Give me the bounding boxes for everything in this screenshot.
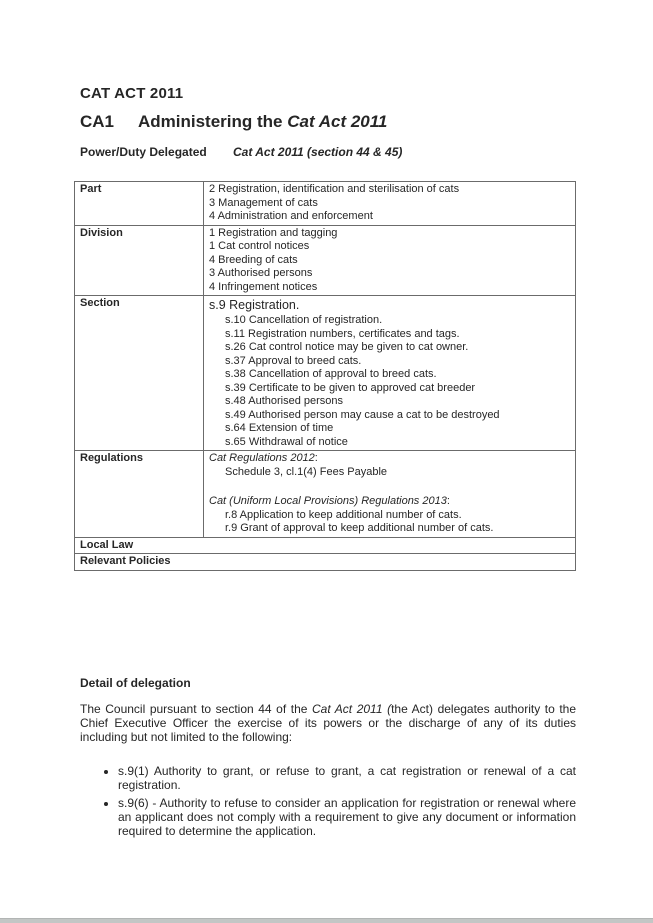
table-row-relevant-policies [75,554,576,571]
delegation-code: CA1 [80,112,115,131]
paragraph-lead: The Council pursuant to section 44 of the [80,702,312,716]
regulation-item: Schedule 3, cl.1(4) Fees Payable [225,465,388,478]
paragraph-act-name: Cat Act 2011 ( [312,702,392,716]
paragraph-rest: the Act) delegates authority to the Chief Executive Officer the exercise of its powers or the discharge of any of its duties including but not limited to the following: [80,702,577,744]
power-duty-line [80,145,402,159]
section-line: s.10 Cancellation of registration. [225,314,383,326]
section-line: s.9 Registration. [209,298,300,312]
row-label-relevant-policies: Relevant Policies [75,554,576,571]
part-line: 4 Administration and enforcement [209,210,373,222]
regulation-item: r.8 Application to keep additional number of cats. [225,508,462,521]
row-label-part: Part [75,182,204,226]
section-line: s.65 Withdrawal of notice [225,435,348,448]
table-row-division [75,225,576,296]
section-line: s.39 Certificate to be given to approved cat breeder [225,381,476,394]
delegation-paragraph [80,702,576,744]
act-title: CAT ACT 2011 [80,85,184,102]
delegation-bullet: • s.9(1) Authority to grant, or refuse to grant, a cat registration or renewal of a cat registration. [118,764,576,792]
table-row-section [75,296,576,451]
row-value-section [204,296,576,451]
delegation-bullet-list [80,764,576,842]
delegation-table [74,181,576,571]
regulation-group-heading: Cat Regulations 2012: [209,452,318,464]
section-line: s.11 Registration numbers, certificates and tags. [225,327,460,340]
row-label-division: Division [75,225,204,296]
division-line: 4 Infringement notices [209,280,318,293]
row-label-regulations: Regulations [75,451,204,538]
division-line: 3 Authorised persons [209,267,313,279]
section-line: s.37 Approval to breed cats. [225,354,362,367]
scan-page-bottom-edge [0,918,653,923]
regulation-group-heading: Cat (Uniform Local Provisions) Regulations 2013: [209,495,450,507]
division-line: 1 Cat control notices [209,240,310,252]
section-line: s.64 Extension of time [225,422,334,434]
section-line: s.48 Authorised persons [225,395,344,407]
row-value-part [204,182,576,226]
row-label-local-law: Local Law [75,537,576,554]
power-duty-label: Power/Duty Delegated [80,145,207,159]
delegation-heading [80,112,387,132]
delegation-bullet: • s.9(6) - Authority to refuse to consider an application for registration or renewal where an applicant does not comply with a requirement to give any document or information required to determine the application. [118,796,576,838]
section-line: s.26 Cat control notice may be given to cat owner. [225,341,469,353]
part-line: 3 Management of cats [209,196,318,209]
table-row-part [75,182,576,226]
delegation-heading-text: Administering the [138,112,288,131]
division-line: 1 Registration and tagging [209,226,338,239]
power-duty-value: Cat Act 2011 (section 44 & 45) [233,145,403,159]
table-row-regulations [75,451,576,538]
detail-of-delegation-heading: Detail of delegation [80,676,191,690]
section-line: s.49 Authorised person may cause a cat to be destroyed [225,408,500,421]
row-value-division [204,225,576,296]
delegation-heading-act-name: Cat Act 2011 [287,112,388,131]
section-line: s.38 Cancellation of approval to breed cats. [225,368,437,380]
part-line: 2 Registration, identification and sterilisation of cats [209,183,460,195]
row-label-section: Section [75,296,204,451]
row-value-regulations [204,451,576,538]
division-line: 4 Breeding of cats [209,253,298,266]
regulation-item: r.9 Grant of approval to keep additional number of cats. [225,522,494,534]
table-row-local-law [75,537,576,554]
regulation-spacer [209,479,570,495]
